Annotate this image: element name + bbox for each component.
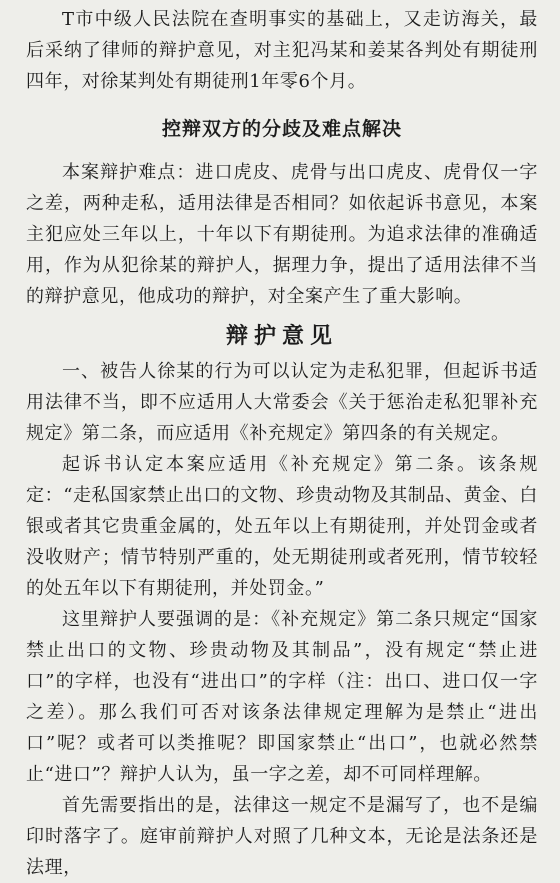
paragraph-first-point: 首先需要指出的是，法律这一规定不是漏写了，也不是编印时落字了。庭审前辩护人对照了几种文本，无论是法条还是法理， bbox=[26, 795, 538, 878]
paragraph-indictment-article: 起诉书认定本案应适用《补充规定》第二条。该条规定：“走私国家禁止出口的文物、珍贵动物及其制品、黄金、白银或者其它贵重金属的，处五年以上有期徒刑，并处罚金或者没收财产；情节特别严重的，处无期徒刑或者死刑，情节较轻的处五年以下有期徒刑，并处罚金。” bbox=[26, 454, 538, 599]
paragraph-point-one: 一、被告人徐某的行为可以认定为走私犯罪，但起诉书适用法律不当，即不应适用人大常委会《关于惩治走私犯罪补充规定》第二条，而应适用《补充规定》第四条的有关规定。 bbox=[26, 361, 538, 444]
section-title-disputes: 控辩双方的分歧及难点解决 bbox=[161, 118, 402, 140]
paragraph-difficulty: 本案辩护难点：进口虎皮、虎骨与出口虎皮、虎骨仅一字之差，两种走私，适用法律是否相同？如依起诉书意见，本案主犯应处三年以上，十年以下有期徒刑。为追求法律的准确适用，作为从犯徐某的辩护人，据理力争，提出了适用法律不当的辩护意见，他成功的辩护，对全案产生了重大影响。 bbox=[26, 162, 538, 307]
section-title-defense-opinion: 辩护意见 bbox=[225, 324, 338, 349]
paragraph-emphasis: 这里辩护人要强调的是：《补充规定》第二条只规定“国家禁止出口的文物、珍贵动物及其制品”，没有规定“禁止进口”的字样，也没有“进出口”的字样（注：出口、进口仅一字之差）。那么我们可否对该条法律规定理解为是禁止“进出口”呢？或者可以类推呢？即国家禁止“出口”，也就必然禁止“进口”？辩护人认为，虽一字之差，却不可同样理解。 bbox=[26, 609, 538, 785]
intro-paragraph: T市中级人民法院在查明事实的基础上，又走访海关，最后采纳了律师的辩护意见，对主犯冯某和姜某各判处有期徒刑四年，对徐某判处有期徒刑1年零6个月。 bbox=[26, 9, 538, 92]
